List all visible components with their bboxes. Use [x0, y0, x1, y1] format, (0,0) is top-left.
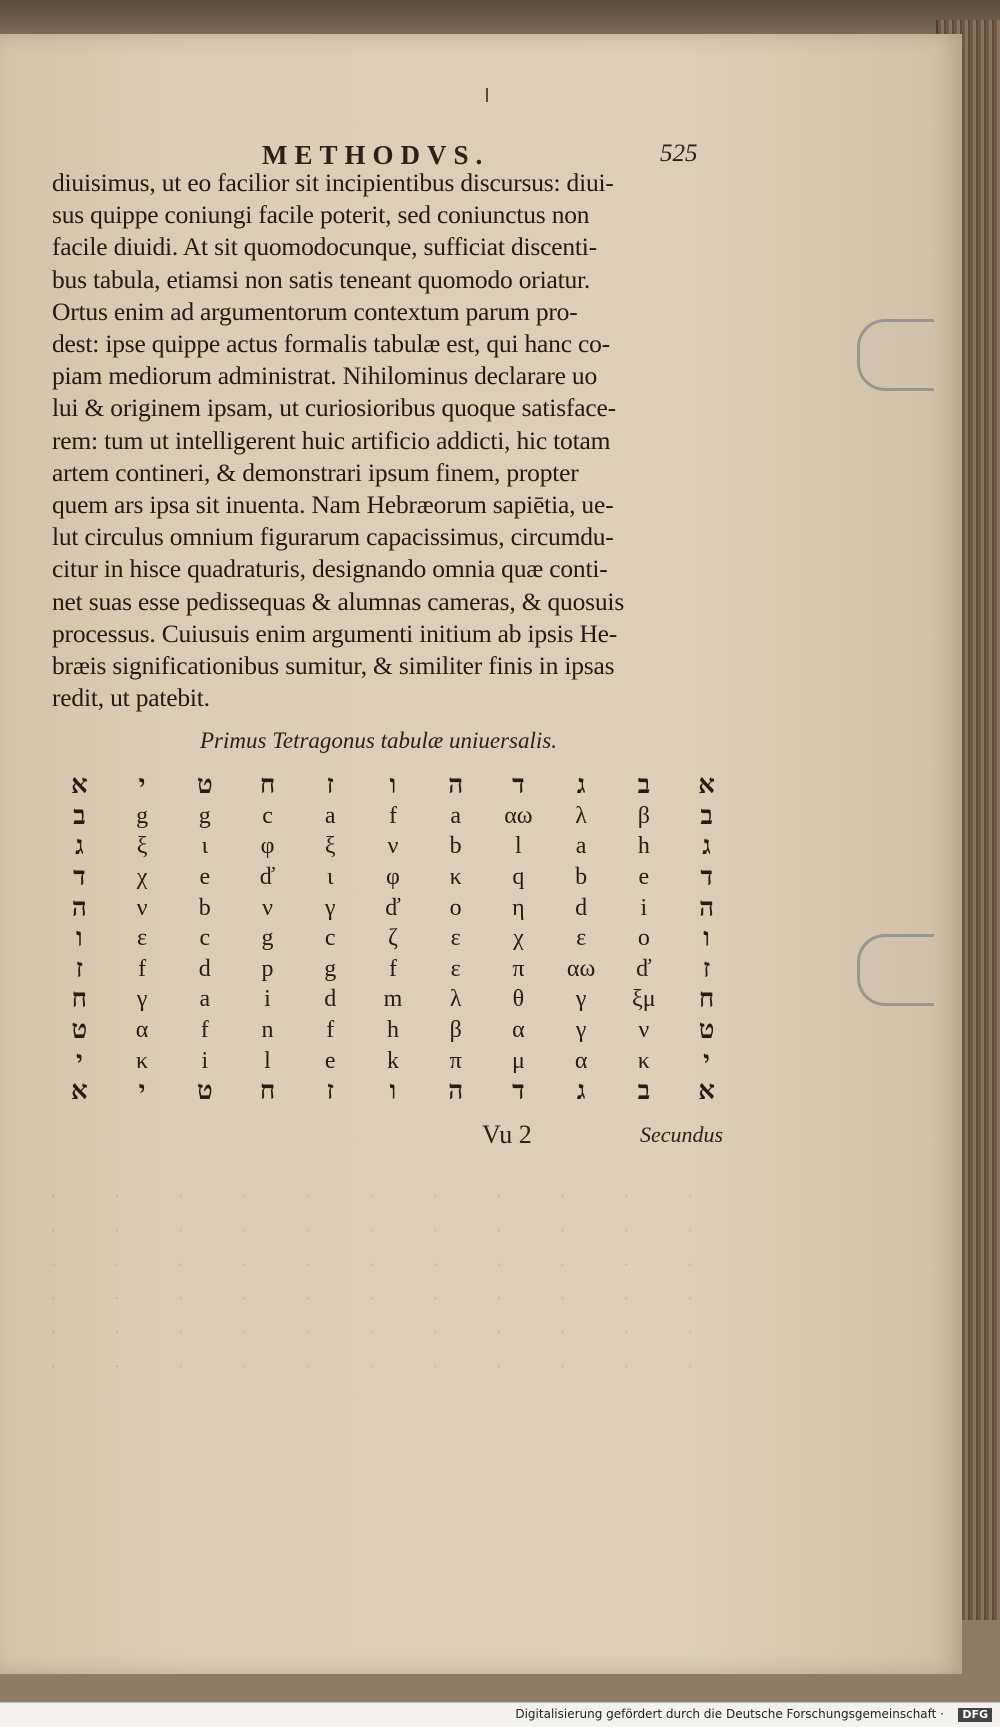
text-line: bræis significationibus sumitur, & similiter finis in ipsas: [52, 651, 615, 681]
table-cell: ι: [327, 864, 334, 891]
table-cell: ι: [201, 833, 209, 860]
text-line: lut circulus omnium figurarum capacissimus, circumdu-: [52, 522, 614, 552]
table-cell: ז: [75, 953, 83, 983]
table-cell: g: [261, 925, 274, 952]
table-cell: f: [200, 1017, 209, 1044]
table-cell: f: [326, 1017, 335, 1044]
table-cell: η: [512, 894, 525, 921]
table-cell: ξ: [324, 833, 336, 860]
bleed-through-texture: · · · · · · · · · · · · · · · · · · · · · · · · · · · · · · · · · · · · · · · · · · · · · · · · · · · · · · · · · · · · · · · · · ·: [50, 1186, 720, 1378]
table-cell: ď: [259, 864, 276, 891]
table-cell: φ: [260, 833, 275, 860]
table-cell: α: [135, 1017, 149, 1044]
table-cell: a: [575, 833, 587, 860]
table-cell: f: [388, 955, 397, 982]
table-cell: θ: [512, 986, 525, 1013]
table-row: [48, 923, 738, 954]
scan-top-band: [0, 0, 1000, 34]
table-cell: μ: [511, 1047, 525, 1074]
table-cell: l: [264, 1047, 271, 1074]
table-cell: αω: [504, 802, 533, 829]
table-cell: γ: [575, 986, 587, 1013]
table-cell: ט: [698, 1015, 715, 1045]
table-cell: ο: [449, 894, 462, 921]
table-cell: ג: [702, 831, 711, 861]
table-cell: ט: [196, 1076, 213, 1106]
table-cell: β: [449, 1017, 462, 1044]
table-cell: a: [324, 802, 336, 829]
table-cell: λ: [449, 986, 462, 1013]
table-cell: ג: [75, 831, 84, 861]
table-cell: ח: [71, 984, 88, 1014]
table-cell: ν: [262, 894, 273, 921]
table-cell: m: [383, 986, 403, 1013]
digitization-credit: Digitalisierung gefördert durch die Deutsche Forschungsgemeinschaft ·: [515, 1707, 944, 1721]
table-cell: φ: [386, 864, 400, 891]
header-title: METHODVS.: [262, 140, 490, 170]
table-cell: א: [71, 1076, 88, 1106]
table-cell: q: [512, 864, 525, 891]
table-row: [48, 862, 738, 893]
table-cell: e: [638, 864, 650, 891]
table-row: [48, 954, 738, 985]
table-cell: ח: [259, 770, 276, 800]
table-cell: e: [324, 1047, 336, 1074]
catchword: Secundus: [640, 1122, 724, 1147]
table-cell: ג: [576, 770, 586, 800]
table-cell: κ: [637, 1047, 650, 1074]
table-cell: ח: [698, 984, 715, 1014]
table-cell: ה: [699, 892, 715, 922]
table-cell: h: [637, 833, 650, 860]
table-cell: ו: [389, 1076, 397, 1106]
table-cell: o: [637, 925, 650, 952]
table-cell: ד: [700, 862, 713, 892]
text-line: bus tabula, etiamsi non satis teneant quomodo oriatur.: [52, 264, 591, 294]
table-cell: f: [138, 955, 147, 982]
table-cell: c: [324, 925, 336, 952]
table-cell: a: [450, 802, 461, 829]
table-row: [48, 1076, 738, 1107]
table-cell: ו: [703, 923, 710, 953]
table-cell: ד: [73, 862, 86, 892]
book-clip-upper: [857, 319, 934, 391]
table-cell: π: [512, 955, 525, 982]
table-cell: g: [198, 802, 211, 829]
table-cell: ε: [576, 925, 587, 952]
table-cell: d: [198, 955, 211, 982]
text-line: citur in hisce quadraturis, designando omnia quæ conti-: [52, 554, 608, 584]
table-cell: c: [199, 925, 211, 952]
text-line: lui & originem ipsam, ut curiosioribus quoque satisface-: [52, 393, 616, 423]
table-cell: f: [388, 802, 397, 829]
table-cell: ז: [326, 770, 334, 800]
table-row: [48, 801, 738, 832]
table-cell: b: [198, 894, 211, 921]
text-line: rem: tum ut intelligerent huic artificio addicti, hic totam: [52, 425, 611, 455]
table-cell: d: [575, 894, 588, 921]
table-cell: χ: [136, 864, 148, 891]
table-cell: ג: [576, 1076, 586, 1106]
table-cell: י: [75, 1045, 83, 1075]
text-line: processus. Cuiusuis enim argumenti initium ab ipsis He-: [52, 618, 618, 648]
table-cell: ד: [512, 1076, 525, 1106]
table-cell: ה: [71, 892, 87, 922]
table-cell: י: [138, 770, 146, 800]
table-cell: g: [324, 955, 337, 982]
page-number: 525: [660, 140, 698, 167]
table-cell: p: [261, 955, 274, 982]
table-row: [48, 1045, 738, 1076]
table-cell: κ: [136, 1047, 149, 1074]
table-cell: ζ: [387, 925, 398, 952]
digitization-bar: [0, 1702, 1000, 1727]
table-cell: ה: [448, 770, 464, 800]
table-cell: ט: [196, 770, 213, 800]
table-row: [48, 1015, 738, 1046]
table-cell: י: [138, 1076, 146, 1106]
table-cell: ξ: [136, 833, 148, 860]
table-cell: α: [512, 1017, 525, 1044]
text-line: sus quippe coniungi facile poterit, sed coniunctus non: [52, 200, 590, 230]
text-line: diuisimus, ut eo facilior sit incipientibus discursus: diui-: [52, 168, 614, 197]
table-cell: g: [136, 802, 149, 829]
table-row: [48, 770, 738, 801]
table-cell: c: [262, 802, 273, 829]
table-row: [48, 892, 738, 923]
table-cell: ו: [389, 770, 397, 800]
dfg-logo: DFG: [958, 1708, 992, 1722]
table-cell: κ: [449, 864, 462, 891]
table-cell: γ: [136, 986, 148, 1013]
text-line: artem contineri, & demonstrari ipsum finem, propter: [52, 457, 579, 487]
table-cell: א: [71, 770, 88, 800]
text-line: facile diuidi. At sit quomodocunque, sufficiat discenti-: [52, 232, 597, 262]
table-row: [48, 831, 738, 862]
table-cell: l: [515, 833, 522, 860]
table-cell: ď: [636, 955, 652, 982]
book-clip-lower: [857, 934, 934, 1006]
table-cell: ν: [638, 1017, 650, 1044]
table-cell: a: [199, 986, 211, 1013]
table-cell: ď: [385, 894, 401, 921]
table-cell: ב: [637, 1076, 651, 1106]
table-cell: ח: [259, 1076, 276, 1106]
text-line: piam mediorum administrat. Nihilominus declarare uo: [52, 361, 597, 391]
table-cell: ν: [387, 833, 399, 860]
table-cell: λ: [575, 802, 587, 829]
table-cell: ז: [702, 953, 711, 983]
table-cell: ו: [76, 923, 83, 953]
table-cell: ד: [512, 770, 525, 800]
text-line: net suas esse pedissequas & alumnas cameras, & quosuis: [52, 586, 625, 616]
table-cell: ב: [637, 770, 651, 800]
table-row: [48, 984, 738, 1015]
text-line: redit, ut patebit.: [52, 683, 210, 713]
table-cell: א: [698, 1076, 715, 1106]
text-line: Ortus enim ad argumentorum contextum parum pro-: [52, 296, 578, 326]
table-cell: α: [574, 1047, 588, 1074]
page-tick-mark: [486, 88, 488, 102]
table-cell: ט: [71, 1015, 88, 1045]
table-cell: αω: [566, 955, 596, 982]
table-cell: k: [386, 1047, 399, 1074]
table-cell: h: [386, 1017, 399, 1044]
table-cell: ב: [700, 800, 713, 830]
table-cell: i: [640, 894, 648, 921]
table-cell: β: [637, 802, 650, 829]
letter-square-table: [48, 770, 738, 1107]
table-cell: ה: [448, 1076, 464, 1106]
table-cell: ξμ: [632, 986, 656, 1013]
table-cell: א: [698, 770, 715, 800]
signature-mark: Vu 2: [482, 1120, 532, 1149]
table-cell: χ: [513, 925, 524, 952]
table-cell: י: [703, 1045, 710, 1075]
table-cell: n: [261, 1017, 274, 1044]
table-cell: ν: [136, 894, 148, 921]
table-cell: ב: [73, 800, 86, 830]
table-cell: e: [199, 864, 211, 891]
table-cell: ε: [450, 925, 461, 952]
text-line: quem ars ipsa sit inuenta. Nam Hebræorum sapiētia, ue-: [52, 490, 614, 520]
body-text: [52, 167, 732, 714]
table-cell: i: [264, 986, 271, 1013]
table-cell: γ: [575, 1017, 587, 1044]
table-cell: i: [201, 1047, 209, 1074]
text-line: dest: ipse quippe actus formalis tabulæ est, qui hanc co-: [52, 329, 610, 359]
table-cell: ε: [137, 925, 148, 952]
table-cell: b: [449, 833, 462, 860]
table-cell: π: [449, 1047, 462, 1074]
table-cell: ε: [450, 955, 461, 982]
table-caption: Primus Tetragonus tabulæ uniuersalis.: [200, 728, 557, 753]
table-cell: d: [324, 986, 337, 1013]
table-cell: ז: [326, 1076, 334, 1106]
table-cell: γ: [324, 894, 336, 921]
table-cell: b: [575, 864, 588, 891]
